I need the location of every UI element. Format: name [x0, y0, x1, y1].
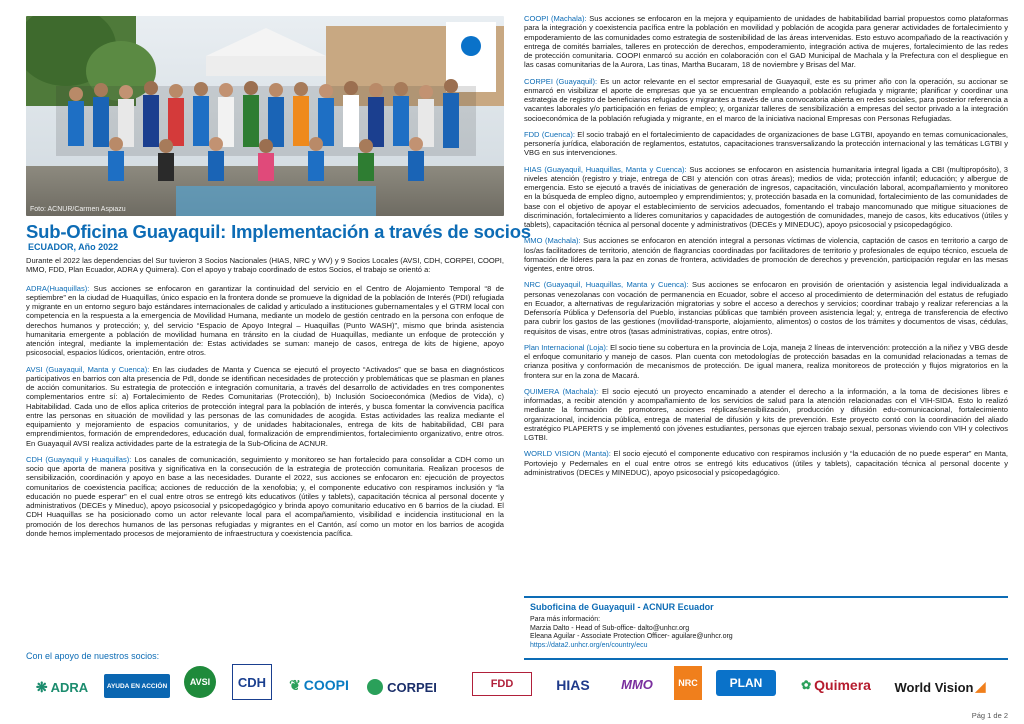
partner-lead: CORPEI (Guayaquil):	[524, 76, 598, 86]
avsi-logo: AVSI	[184, 666, 216, 698]
contact-link[interactable]: https://data2.unhcr.org/en/country/ecu	[530, 641, 648, 649]
partner-text: Sus acciones se enfocaron en provisión de orientación y asistencia legal individualizada a personas venezolanas con vocación de permanencia en Ecuador, sobre el acceso al procedimiento de determinación del estatus de refugiado en Ecuador, a alternativas de regularización migratorias y sobre el acceso a derechos y servicios; coordinar trabajo y realizar referencias a la Defensoría Pública y Defensoría del Pueblo, instancias públicas que también proveen asistencia legal; y, entrega de transferencia de efectivo para cubrir los gastos de las gestiones (movilidad-transporte, alojamiento, alimentos) o costos de los trámites y documentos de visas, cédulas, requisitos de visas, entre otros (tasas administrativas, copias, entre otros).	[524, 280, 1009, 336]
contact-box	[524, 596, 1008, 660]
partner-paragraph-nrc	[524, 280, 1008, 336]
left-column	[26, 16, 531, 545]
partner-paragraph-adra	[26, 284, 504, 358]
partner-lead: HIAS (Guayaquil, Huaquillas, Manta y Cuenca):	[524, 164, 687, 174]
partner-text: Sus acciones se enfocaron en asistencia humanitaria integral ligada a CBI (multipropósito), 3 niveles atención (registro y triaje, entrega de CBI y atención con otras áreas); medios de vida; protección infantil; educación; y albergue de emergencia. Esto se ejecutó a través de iniciativas de generación de ingresos, capacitación, vinculación laboral, acompañamiento y monitoreo en la búsqueda de empleo digno, autoempleo y emprendimientos; y, protección basada en la comunidad, fortalecimiento de las comunidades de base con el objetivo de apoyar el establecimiento de servicios adecuados, fomentando el trabajo mancomunado que mitigue situaciones de discriminación, fortalecimiento a líderes comunitarios y capacidades de autogestión de comunidades, manejo de casos, kits educativos (útiles y tablets), capacitación técnica al personal docente y administrativos (DECEs y MINEDUC), apoyo psicosocial y psicopedagógico.	[524, 164, 1008, 229]
partner-paragraph-quimera	[524, 387, 1008, 443]
partner-lead: ADRA(Huaquillas):	[26, 283, 90, 293]
partner-lead: Plan Internacional (Loja):	[524, 342, 608, 352]
corpei-logo: CORPEI	[362, 674, 442, 700]
partner-text: Sus acciones se enfocaron en garantizar la continuidad del servicio en el Centro de Alojamiento Temporal “8 de septiembre” en la ciudad de Huaquillas, único espacio en la frontera donde se promueve la dignidad de la población de Interés (PDI) refugiada y migrante en un entorno seguro bajo estándares internacionales de calidad y articulado a instituciones gubernamentales y el GTRM local con competencia en la respuesta a la emergencia de Movilidad Humana, mediante un modelo de gestión centrado en la persona con enfoque de derechos humanos y protección; y, del servicio “Espacio de Apoyo Integral – Huaquillas (Punto WASH)”, mismo que brinda asistencia humanitaria emergente a población de movilidad humana en tránsito en la ciudad de Huaquillas, mediante un enfoque de protección y atención integral, mediante la implementación de: Estas actividades se suman: manejo de casos, entrega de kits de higiene, apoyo psicosocial, espacios lúdicos, orientación, entre otros.	[26, 283, 504, 358]
fdd-logo: FDD	[472, 672, 532, 696]
partner-paragraph-hias	[524, 165, 1008, 230]
photo-credit: Foto: ACNUR/Carmen Aspiazu	[30, 206, 126, 213]
hias-logo: HIAS	[556, 677, 590, 693]
plan-logo: PLAN	[716, 670, 776, 696]
nrc-logo: NRC	[674, 666, 702, 700]
contact-officer: Eleana Aguilar - Associate Protection Officer- aguilare@unhcr.org	[530, 633, 733, 640]
adra-logo: ❋ ADRA	[35, 678, 89, 695]
world-vision-logo: World Vision ◢	[894, 679, 986, 695]
partner-lead: COOPI (Machala):	[524, 14, 587, 23]
intro-paragraph: Durante el 2022 las dependencias del Sur tuvieron 3 Socios Nacionales (HIAS, NRC y WV) y 9 Socios Locales (AVSI, CDH, CORPEI, COOPI, MMO, FDD, Plan Ecuador, ADRA y Quimera). Con el apoyo y trabajo coordinado de estos Socios, el trabajo se orientó a:	[26, 256, 504, 275]
page-title: Sub-Oficina Guayaquil: Implementación a través de socios	[26, 221, 531, 242]
partner-paragraph-fdd	[524, 130, 1008, 158]
group-photo-illustration	[26, 16, 504, 216]
partner-lead: CDH (Guayaquil y Huaquillas):	[26, 454, 132, 464]
partner-logos	[26, 664, 996, 704]
partner-paragraph-world-vision	[524, 449, 1008, 477]
coopi-logo: ❦ COOPI	[289, 676, 349, 693]
partner-text: El socio trabajó en el fortalecimiento de capacidades de organizaciones de base LGTBI, apoyando en temas comunicacionales, personería jurídica, elaboración de reglamentos, estatutos, capacitaciones transversalizando la protección internacional y las temáticas LGTBI y VBG en sus intervenciones.	[524, 129, 1008, 158]
partner-paragraph-corpei	[524, 77, 1008, 123]
partner-text: Es un actor relevante en el sector empresarial de Guayaquil, este es su primer año con la operación, su accionar se enmarcó en visibilizar el aporte de empresas que ya se encuentran empleando a población refugiada y migrante; planificar y coordinar una estrategia de registro de beneficiarios refugiados y migrantes a través de una convocatoria abierta en redes sociales, para posterior referencia a vacantes laborales y/o participación en ferias de empleo; y, organizar talleres de sensibilización a empresas del sector privado a la integración socioeconómica de la población refugiada y migrante, en el marco de la iniciativa nacional Empresas con Personas Refugiadas.	[524, 76, 1009, 123]
partner-lead: MMO (Machala):	[524, 236, 581, 246]
page-number: Pág 1 de 2	[971, 711, 1008, 720]
partner-lead: FDD (Cuenca):	[524, 129, 575, 139]
partner-paragraph-mmo	[524, 236, 1008, 273]
partner-text: En las ciudades de Manta y Cuenca se ejecutó el proyecto “Activados” que se basa en diagnósticos participativos en barrios con alta presencia de PdI, donde se identifican necesidades de protección y problemáticas que se plasman en planes de acción comunitarios. Su estrategia de protección e integración comunitaria, a través del desarrollo de actividades en tres componentes complementarios entre sí: a) Fortalecimiento de Redes Comunitarias (Protección), b) Inclusión Socioeconómica (Medios de Vida), c) Habitabilidad. Cada uno de ellos aplica criterios de protección integral para la población de interés, y busca fomentar la convivencia pacífica entre las personas en situación de movilidad y las personas de las comunidades de acogida. Estas actividades las realiza mediante el equipamiento y mejoramiento de espacios comunitarios, y de unidades habitacionales, entrega de kits de habitabilidad, CBI para emprendimientos, formación de emprendedores, educación dual, formalización de emprendimientos, fortalecimiento organizativo, entre otros. En Guayaquil AVSI realiza actividades parte de la estrategia de la Sub-Oficina de ACNUR.	[26, 364, 504, 448]
partner-text: Los canales de comunicación, seguimiento y monitoreo se han fortalecido para consolidar a CDH como un socio que aporta de manera positiva y significativa en la consecución de la estrategia de protección comunitaria. Realizan procesos de sensibilización, coordinación y apoyo en base a las necesidades. Durante el 2022, sus acciones se enfocaron en: ejecución de proyectos comunitarios de coexistencia pacífica; acciones de reducción de la xenofobia; y, el componente educativo con respiramos inclusión y “la educación no puede esperar” en el cual entre otros se entregó kits educativos (útiles y tablets), capacitación técnica al personal docente y administrativos (DECEs y Mineduc), apoyo psicosocial y psicopedagógico y brinda apoyo comunitario educativo en 6 barrios de la ciudad. El CDH Huaquillas se ha posicionado como un actor relevante local para el acompañamiento, visibilidad e incidencia institucional en la promoción de los derechos humanos de las personas refugiadas y migrantes en el Cantón, así como un motor en los barrios de acogida donde hemos implementado procesos de mejoramiento de infraestructura y coexistencia pacífica.	[26, 454, 504, 538]
partner-lead: WORLD VISION (Manta):	[524, 449, 611, 459]
partner-paragraph-cdh	[26, 455, 504, 538]
contact-title: Suboficina de Guayaquil - ACNUR Ecuador	[530, 602, 714, 612]
partner-paragraph-avsi	[26, 365, 504, 448]
support-label: Con el apoyo de nuestros socios:	[26, 651, 160, 661]
mmo-logo: MMO	[621, 676, 653, 692]
partner-text: El socio ejecutó el componente educativo con respiramos inclusión y “la educación de no puede esperar” en Manta, Portoviejo y Pedernales en el cual entre otros se entregó kits educativos (útiles y tablets), capacitación técnica al personal docente y administrativos (DECEs y MINEDUC), apoyo psicosocial y psicopedagógico.	[524, 449, 1008, 477]
ayuda-en-accion-logo: AYUDA EN ACCIÓN	[104, 674, 170, 698]
cdh-logo: CDH	[232, 664, 272, 700]
partner-lead: NRC (Guayaquil, Huaquillas, Manta y Cuenca):	[524, 280, 689, 290]
partner-text: Sus acciones se enfocaron en atención integral a personas víctimas de violencia, captación de casos en territorio a cargo de los/as facilitadores de territorio, atención de flagrancias coordinadas por facilitadores de territorio y profesionales de equipo técnico, escuela de formación de líderes para la paz en zonas de frontera, actividades de promoción de derechos y prevención, participación regular en las mesas vigentes, entre otros.	[524, 236, 1008, 273]
contact-head: Marzia Dalto - Head of Sub-office- dalto@unhcr.org	[530, 624, 690, 632]
right-column	[524, 14, 1008, 484]
group-photo	[26, 16, 504, 216]
partner-text: El socio tiene su cobertura en la provincia de Loja, maneja 2 líneas de intervención: protección a la niñez y VBG desde el enfoque comunitario y manejo de casos. Plan cuenta con metodologías de protección basadas en la comunidad relacionadas a temas de crianza positiva y conformación de mecanismos de protección. De igual manera, realiza monitoreos de protección y flujos migratorios en la frontera sur en la zona de Macará.	[524, 342, 1008, 380]
partner-lead: QUIMERA (Machala):	[524, 386, 599, 396]
partner-paragraph-plan	[524, 343, 1008, 380]
page-subtitle: ECUADOR, Año 2022	[28, 242, 119, 252]
partner-lead: AVSI (Guayaquil, Manta y Cuenca):	[26, 364, 150, 374]
partner-text: Sus acciones se enfocaron en la mejora y equipamiento de unidades de habitabilidad barrial propuestos como plataformas para la integración y coexistencia pacífica entre la población en movilidad y población de acogida para generar actividades de fortalecimiento y empoderamiento de las comunidades como estrategia de sostenibilidad de las áreas intervenidas. Esto estuvo acompañado de la reactivación y entrega de comités barriales, talleres en protección de derechos, empoderamiento, integración activa de mujeres, fortalecimiento de las redes de protección comunitaria. COOPI enmarcó su acción en colaboración con el GAD Municipal de Machala y la Prefectura con el despliegue en las casas comunitarias de la Aurora, Las tinas, Martha Bucaram, 18 de noviembre y Brisas del Mar.	[524, 14, 1008, 70]
partner-paragraph-coopi	[524, 14, 1008, 70]
contact-more-info: Para más información:	[530, 616, 601, 623]
quimera-logo: ✿ Quimera	[801, 677, 871, 693]
partner-text: El socio ejecutó un proyecto encaminado a atender el derecho a la información, a la toma de decisiones libres e informadas, a recibir atención y acompañamiento de los servicios de salud para la atención relacionadas con el VIH-SIDA. Esto lo realizó mediante la formación de promotores, acciones réplicas/sensibilización, producción y difusión edu-comunicacional, fortalecimiento organizacional, incidencia pública, entrega de material de difusión y kits de prevención. Este proyecto contó con la coordinación del aliado estratégico PLAPERTS y se implementó con jóvenes estudiantes, personas que ejercen trabajo sexual, personas viviendo con VIH y colectivos LGTBI.	[524, 386, 1008, 442]
